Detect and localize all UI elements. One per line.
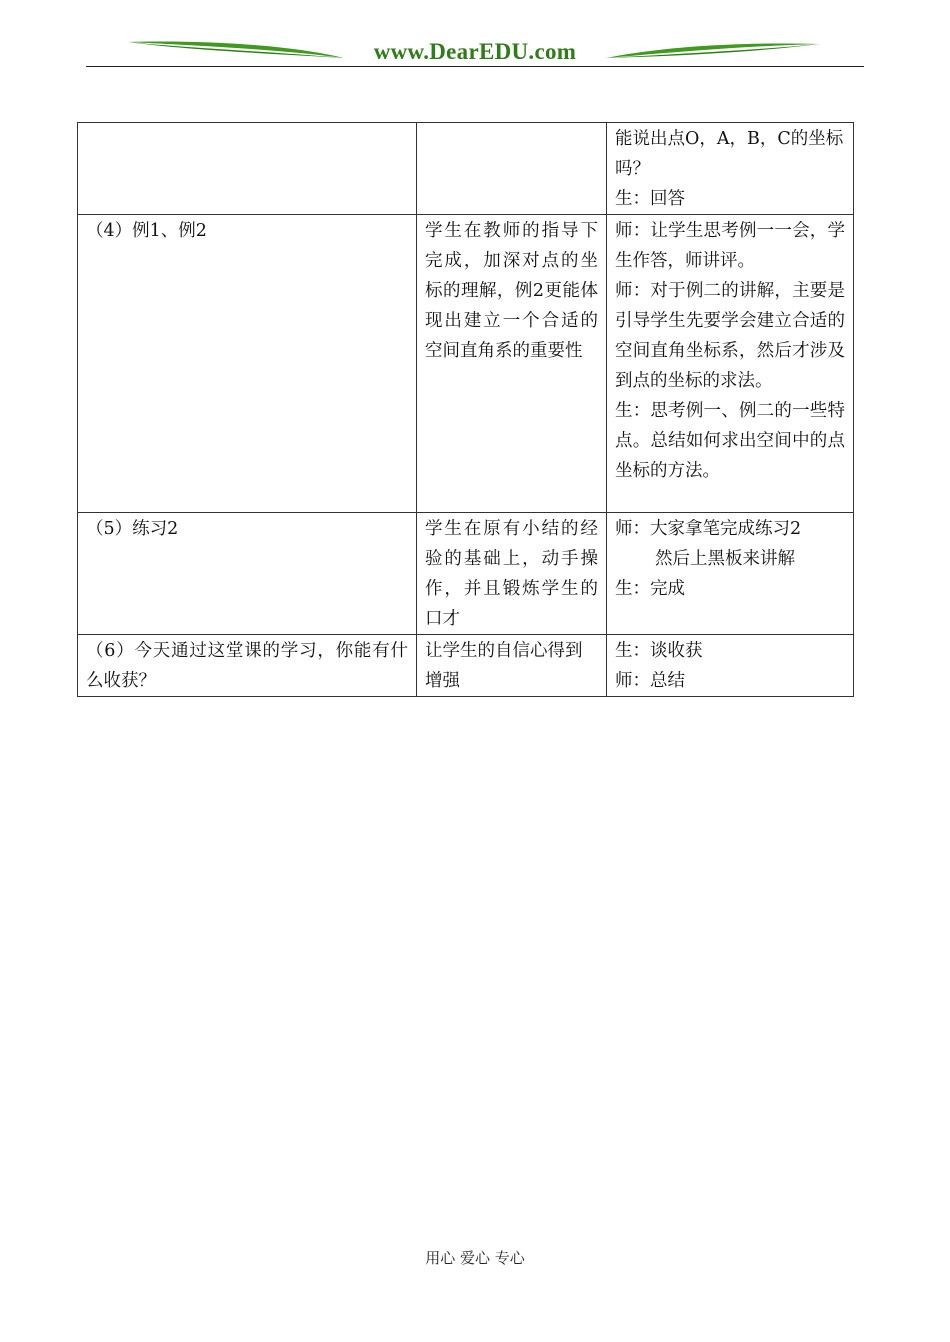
table-row [78, 123, 854, 215]
topic-cell: （6）今天通过这堂课的学习，你能有什么收获？ [78, 635, 417, 697]
table-row [78, 215, 854, 513]
page-footer: 用心 爱心 专心 [425, 1249, 525, 1267]
lesson-plan-table [77, 122, 854, 697]
activity-line: 师：总结 [615, 671, 685, 691]
activity-line: 然后上黑板来讲解 [655, 549, 795, 569]
activity-line: 师：让学生思考例一一会，学生作答，师讲评。 [615, 221, 845, 271]
activity-line: 师：大家拿笔完成练习2 [615, 519, 802, 539]
purpose-cell: 让学生的自信心得到增强 [417, 635, 607, 697]
purpose-cell [417, 123, 607, 215]
topic-cell: （5）练习2 [78, 513, 417, 635]
activity-cell [607, 123, 854, 215]
table-row [78, 635, 854, 697]
activity-line: 生：思考例一、例二的一些特点。总结如何求出空间中的点坐标的方法。 [615, 401, 845, 481]
header-divider [86, 66, 864, 67]
activity-cell [607, 215, 854, 513]
activity-cell [607, 513, 854, 635]
topic-cell [78, 123, 417, 215]
activity-line: 生：回答 [615, 189, 685, 209]
activity-line: 生：谈收获 [615, 641, 703, 661]
activity-line: 生：完成 [615, 579, 685, 599]
topic-cell: （4）例1、例2 [78, 215, 417, 513]
site-logo-text[interactable]: www.DearEDU.com [373, 39, 577, 64]
activity-line: 师：对于例二的讲解，主要是引导学生先要学会建立合适的空间直角坐标系，然后才涉及到点的坐标的求法。 [615, 281, 845, 391]
activity-cell [607, 635, 854, 697]
activity-line: 能说出点O，A，B，C的坐标吗？ [615, 129, 844, 179]
site-header [86, 36, 864, 70]
table-row [78, 513, 854, 635]
purpose-cell: 学生在教师的指导下完成，加深对点的坐标的理解，例2更能体现出建立一个合适的空间直角系的重要性 [417, 215, 607, 513]
purpose-cell: 学生在原有小结的经验的基础上，动手操作，并且锻炼学生的口才 [417, 513, 607, 635]
